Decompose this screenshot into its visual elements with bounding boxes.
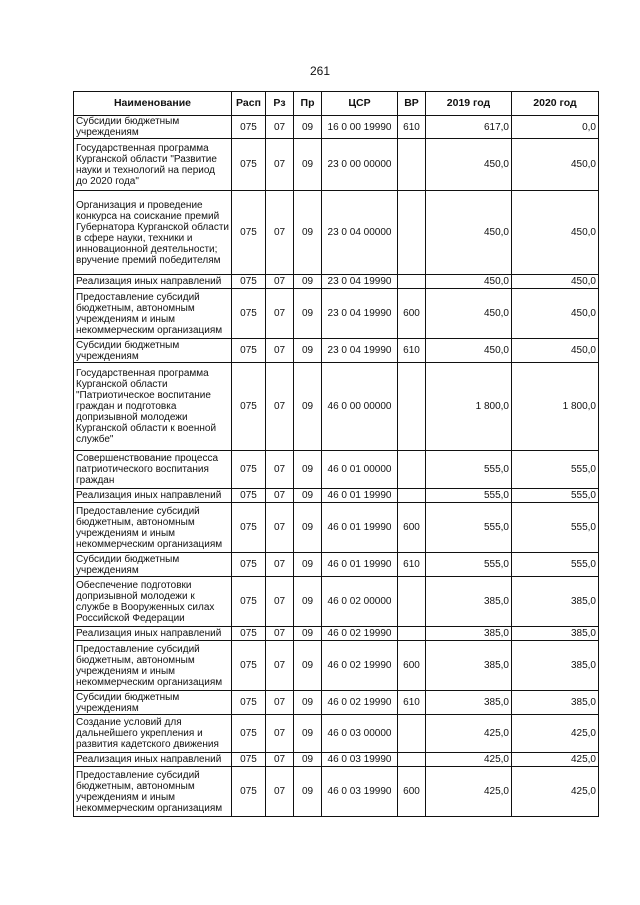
row-pr-cell: 09	[294, 363, 322, 451]
row-csr-cell: 46 0 00 00000	[322, 363, 398, 451]
table-row	[74, 641, 599, 691]
row-rz-cell: 07	[266, 753, 294, 767]
row-vr-cell	[398, 715, 426, 753]
table-row	[74, 339, 599, 363]
table-row	[74, 627, 599, 641]
row-csr-cell: 46 0 01 19990	[322, 489, 398, 503]
row-2019-cell: 555,0	[426, 503, 512, 553]
row-2020-cell: 385,0	[512, 577, 599, 627]
row-2020-cell: 450,0	[512, 191, 599, 275]
row-name-cell: Предоставление субсидий бюджетным, автономным учреждениям и иным некоммерческим организациям	[74, 503, 232, 553]
row-csr-cell: 23 0 00 00000	[322, 139, 398, 191]
row-csr-cell: 46 0 03 19990	[322, 753, 398, 767]
row-name-cell: Реализация иных направлений	[74, 753, 232, 767]
row-rz-cell: 07	[266, 553, 294, 577]
row-pr-cell: 09	[294, 627, 322, 641]
row-rz-cell: 07	[266, 451, 294, 489]
table-row	[74, 577, 599, 627]
row-2019-cell: 617,0	[426, 116, 512, 139]
row-rz-cell: 07	[266, 627, 294, 641]
row-pr-cell: 09	[294, 489, 322, 503]
row-2019-cell: 450,0	[426, 191, 512, 275]
row-name-cell: Реализация иных направлений	[74, 489, 232, 503]
row-2019-cell: 385,0	[426, 641, 512, 691]
row-vr-cell	[398, 627, 426, 641]
row-name-cell: Предоставление субсидий бюджетным, автономным учреждениям и иным некоммерческим организациям	[74, 289, 232, 339]
row-vr-cell: 600	[398, 289, 426, 339]
row-rasp-cell: 075	[232, 191, 266, 275]
row-pr-cell: 09	[294, 641, 322, 691]
row-csr-cell: 23 0 04 19990	[322, 339, 398, 363]
row-name-cell: Предоставление субсидий бюджетным, автономным учреждениям и иным некоммерческим организациям	[74, 641, 232, 691]
row-2019-cell: 385,0	[426, 627, 512, 641]
row-name-cell: Субсидии бюджетным учреждениям	[74, 553, 232, 577]
row-rz-cell: 07	[266, 275, 294, 289]
row-vr-cell: 610	[398, 691, 426, 715]
row-rz-cell: 07	[266, 641, 294, 691]
row-pr-cell: 09	[294, 691, 322, 715]
row-csr-cell: 23 0 04 19990	[322, 289, 398, 339]
row-2019-cell: 450,0	[426, 289, 512, 339]
row-vr-cell: 610	[398, 339, 426, 363]
row-name-cell: Субсидии бюджетным учреждениям	[74, 116, 232, 139]
row-2020-cell: 555,0	[512, 451, 599, 489]
row-2020-cell: 450,0	[512, 289, 599, 339]
header-name: Наименование	[74, 92, 232, 116]
row-vr-cell: 600	[398, 767, 426, 817]
row-name-cell: Обеспечение подготовки допризывной молодежи к службе в Вооруженных силах Российской Федерации	[74, 577, 232, 627]
budget-table	[73, 91, 599, 817]
row-csr-cell: 23 0 04 19990	[322, 275, 398, 289]
row-vr-cell	[398, 577, 426, 627]
row-rasp-cell: 075	[232, 116, 266, 139]
row-2020-cell: 385,0	[512, 691, 599, 715]
row-name-cell: Совершенствование процесса патриотического воспитания граждан	[74, 451, 232, 489]
row-rasp-cell: 075	[232, 339, 266, 363]
row-rasp-cell: 075	[232, 577, 266, 627]
row-name-cell: Реализация иных направлений	[74, 275, 232, 289]
row-rasp-cell: 075	[232, 289, 266, 339]
table-row	[74, 715, 599, 753]
row-rz-cell: 07	[266, 191, 294, 275]
row-rz-cell: 07	[266, 339, 294, 363]
header-csr: ЦСР	[322, 92, 398, 116]
row-rasp-cell: 075	[232, 451, 266, 489]
row-rasp-cell: 075	[232, 275, 266, 289]
row-rz-cell: 07	[266, 489, 294, 503]
row-csr-cell: 16 0 00 19990	[322, 116, 398, 139]
row-rasp-cell: 075	[232, 503, 266, 553]
row-2020-cell: 1 800,0	[512, 363, 599, 451]
row-csr-cell: 23 0 04 00000	[322, 191, 398, 275]
table-row	[74, 289, 599, 339]
row-rz-cell: 07	[266, 116, 294, 139]
row-2019-cell: 450,0	[426, 139, 512, 191]
row-2020-cell: 450,0	[512, 275, 599, 289]
row-csr-cell: 46 0 03 00000	[322, 715, 398, 753]
header-rz: Рз	[266, 92, 294, 116]
row-pr-cell: 09	[294, 503, 322, 553]
row-2019-cell: 385,0	[426, 691, 512, 715]
row-vr-cell: 600	[398, 503, 426, 553]
row-rasp-cell: 075	[232, 489, 266, 503]
row-2020-cell: 425,0	[512, 767, 599, 817]
row-vr-cell	[398, 139, 426, 191]
row-pr-cell: 09	[294, 715, 322, 753]
table-row	[74, 275, 599, 289]
row-2019-cell: 450,0	[426, 275, 512, 289]
row-name-cell: Субсидии бюджетным учреждениям	[74, 339, 232, 363]
row-pr-cell: 09	[294, 767, 322, 817]
header-vr: ВР	[398, 92, 426, 116]
header-2019: 2019 год	[426, 92, 512, 116]
row-rasp-cell: 075	[232, 767, 266, 817]
row-2019-cell: 1 800,0	[426, 363, 512, 451]
row-rasp-cell: 075	[232, 139, 266, 191]
row-pr-cell: 09	[294, 577, 322, 627]
table-row	[74, 139, 599, 191]
row-name-cell: Государственная программа Курганской области "Развитие науки и технологий на период до 2020 года"	[74, 139, 232, 191]
row-csr-cell: 46 0 02 19990	[322, 641, 398, 691]
header-row	[74, 92, 599, 116]
row-vr-cell	[398, 191, 426, 275]
row-2020-cell: 450,0	[512, 339, 599, 363]
row-2019-cell: 555,0	[426, 489, 512, 503]
row-vr-cell: 600	[398, 641, 426, 691]
row-rz-cell: 07	[266, 577, 294, 627]
table-row	[74, 489, 599, 503]
row-rz-cell: 07	[266, 289, 294, 339]
row-2020-cell: 555,0	[512, 503, 599, 553]
table-row	[74, 503, 599, 553]
row-2019-cell: 385,0	[426, 577, 512, 627]
row-vr-cell	[398, 275, 426, 289]
header-2020: 2020 год	[512, 92, 599, 116]
row-name-cell: Государственная программа Курганской области "Патриотическое воспитание граждан и подготовка допризывной молодежи Курганской области к военной службе"	[74, 363, 232, 451]
table-row	[74, 753, 599, 767]
row-pr-cell: 09	[294, 275, 322, 289]
row-pr-cell: 09	[294, 289, 322, 339]
table-row	[74, 767, 599, 817]
row-pr-cell: 09	[294, 451, 322, 489]
row-rz-cell: 07	[266, 715, 294, 753]
row-2019-cell: 425,0	[426, 753, 512, 767]
row-name-cell: Субсидии бюджетным учреждениям	[74, 691, 232, 715]
table-row	[74, 451, 599, 489]
row-csr-cell: 46 0 02 00000	[322, 577, 398, 627]
row-vr-cell	[398, 489, 426, 503]
row-pr-cell: 09	[294, 753, 322, 767]
row-rasp-cell: 075	[232, 715, 266, 753]
row-2020-cell: 555,0	[512, 553, 599, 577]
row-vr-cell: 610	[398, 553, 426, 577]
table-body	[74, 116, 599, 817]
row-2019-cell: 450,0	[426, 339, 512, 363]
table-row	[74, 691, 599, 715]
row-2020-cell: 425,0	[512, 715, 599, 753]
row-name-cell: Организация и проведение конкурса на соискание премий Губернатора Курганской области в сфере науки, техники и инновационной деятельности; вручение премий победителям	[74, 191, 232, 275]
row-rasp-cell: 075	[232, 753, 266, 767]
row-name-cell: Предоставление субсидий бюджетным, автономным учреждениям и иным некоммерческим организациям	[74, 767, 232, 817]
row-pr-cell: 09	[294, 116, 322, 139]
row-csr-cell: 46 0 01 19990	[322, 503, 398, 553]
row-rasp-cell: 075	[232, 553, 266, 577]
table-row	[74, 363, 599, 451]
row-2020-cell: 385,0	[512, 627, 599, 641]
row-rz-cell: 07	[266, 767, 294, 817]
row-2020-cell: 425,0	[512, 753, 599, 767]
table-row	[74, 553, 599, 577]
row-name-cell: Создание условий для дальнейшего укрепления и развития кадетского движения	[74, 715, 232, 753]
row-csr-cell: 46 0 02 19990	[322, 691, 398, 715]
row-2019-cell: 425,0	[426, 767, 512, 817]
row-rz-cell: 07	[266, 363, 294, 451]
row-csr-cell: 46 0 01 19990	[322, 553, 398, 577]
row-csr-cell: 46 0 03 19990	[322, 767, 398, 817]
row-vr-cell	[398, 753, 426, 767]
row-rz-cell: 07	[266, 691, 294, 715]
row-vr-cell	[398, 363, 426, 451]
row-2019-cell: 425,0	[426, 715, 512, 753]
row-2020-cell: 385,0	[512, 641, 599, 691]
row-name-cell: Реализация иных направлений	[74, 627, 232, 641]
row-pr-cell: 09	[294, 191, 322, 275]
row-vr-cell	[398, 451, 426, 489]
row-rz-cell: 07	[266, 503, 294, 553]
row-csr-cell: 46 0 01 00000	[322, 451, 398, 489]
row-pr-cell: 09	[294, 553, 322, 577]
page-number: 261	[309, 64, 331, 78]
row-2020-cell: 450,0	[512, 139, 599, 191]
row-rz-cell: 07	[266, 139, 294, 191]
row-csr-cell: 46 0 02 19990	[322, 627, 398, 641]
row-2019-cell: 555,0	[426, 451, 512, 489]
header-rasp: Расп	[232, 92, 266, 116]
row-rasp-cell: 075	[232, 627, 266, 641]
row-2019-cell: 555,0	[426, 553, 512, 577]
row-rasp-cell: 075	[232, 363, 266, 451]
table-row	[74, 116, 599, 139]
row-rasp-cell: 075	[232, 641, 266, 691]
row-rasp-cell: 075	[232, 691, 266, 715]
row-pr-cell: 09	[294, 139, 322, 191]
row-2020-cell: 0,0	[512, 116, 599, 139]
row-2020-cell: 555,0	[512, 489, 599, 503]
table-row	[74, 191, 599, 275]
row-pr-cell: 09	[294, 339, 322, 363]
row-vr-cell: 610	[398, 116, 426, 139]
header-pr: Пр	[294, 92, 322, 116]
